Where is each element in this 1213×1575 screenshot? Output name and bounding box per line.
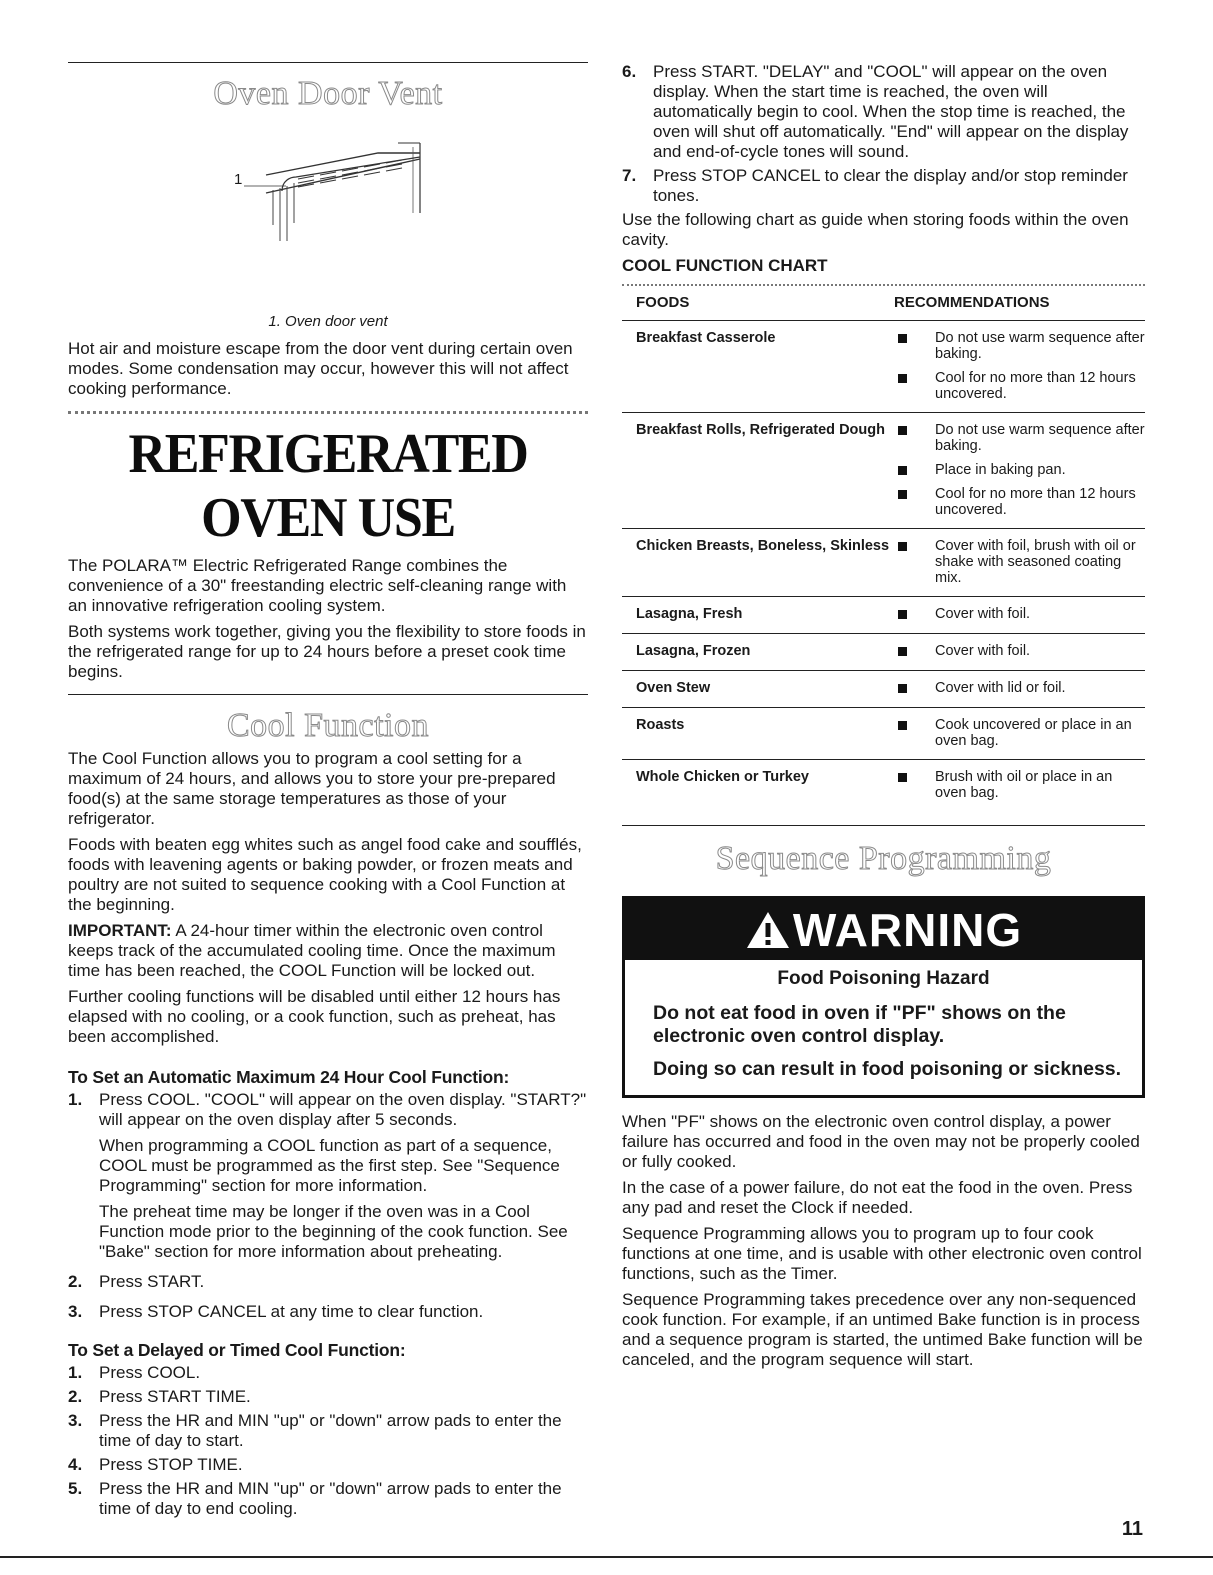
- delayed-cool-steps: [68, 1363, 588, 1519]
- cool-function-heading: Cool Function: [226, 707, 430, 744]
- step-number: 1.: [68, 1090, 83, 1109]
- bullet-icon: [898, 374, 907, 383]
- oven-door-vent-text: Hot air and moisture escape from the door vent during certain oven modes. Some condensation may occur, however this will not affect cooking performance.: [68, 339, 573, 398]
- warning-line: Doing so can result in food poisoning or sickness.: [653, 1058, 1122, 1080]
- figure-callout: 1: [234, 171, 243, 188]
- warning-banner: [625, 899, 1142, 960]
- food-name: Breakfast Rolls, Refrigerated Dough: [636, 422, 885, 438]
- list-item: [68, 1411, 588, 1451]
- important-label: IMPORTANT:: [68, 921, 172, 940]
- bullet-icon: [898, 684, 907, 693]
- warning-hazard: Food Poisoning Hazard: [777, 968, 990, 989]
- left-column: [68, 62, 588, 1523]
- list-item: [68, 1455, 588, 1475]
- list-item: [68, 1363, 588, 1383]
- step-number: 3.: [68, 1302, 83, 1321]
- recommendation: Cover with foil.: [935, 606, 1031, 622]
- table-row: [622, 671, 1145, 708]
- bullet-icon: [898, 773, 907, 782]
- column-header-recommendations: RECOMMENDATIONS: [894, 294, 1050, 311]
- step-number: 2.: [68, 1272, 83, 1291]
- auto-cool-heading: To Set an Automatic Maximum 24 Hour Cool Function:: [68, 1067, 510, 1087]
- step-text: Press COOL. "COOL" will appear on the oven display. "START?" will appear on the oven display after 5 seconds.: [99, 1090, 587, 1129]
- chart-title: COOL FUNCTION CHART: [622, 256, 828, 275]
- table-row: [622, 708, 1145, 760]
- section-divider: [68, 411, 588, 414]
- bullet-icon: [898, 334, 907, 343]
- food-name: Lasagna, Fresh: [636, 606, 743, 622]
- bullet-icon: [898, 466, 907, 475]
- table-row: [622, 760, 1145, 826]
- food-name: Roasts: [636, 717, 685, 733]
- section-rule: [68, 62, 588, 63]
- column-header-foods: FOODS: [636, 294, 690, 311]
- intro-paragraph: The POLARA™ Electric Refrigerated Range combines the convenience of a 30" freestanding electric self-cleaning range with an innovative refrigeration cooling system.: [68, 556, 567, 615]
- sequence-programming-heading: Sequence Programming: [715, 840, 1052, 877]
- page-number: 11: [1121, 1518, 1143, 1540]
- bullet-icon: [898, 426, 907, 435]
- recommendation: Cover with lid or foil.: [935, 680, 1066, 696]
- recommendation: Cover with foil, brush with oil or shake with seasoned coating mix.: [935, 538, 1136, 586]
- step-number: 2.: [68, 1387, 83, 1406]
- cool-function-chart: [622, 286, 1145, 826]
- food-name: Whole Chicken or Turkey: [636, 769, 809, 785]
- cool-function-paragraph: Further cooling functions will be disabled until either 12 hours has elapsed with no cooling, or a cook function, such as preheat, has been accomplished.: [68, 987, 561, 1046]
- step-text: Press the HR and MIN "up" or "down" arrow pads to enter the time of day to start.: [99, 1411, 562, 1450]
- delayed-cool-steps-continued: [622, 62, 1145, 206]
- list-item: [68, 1090, 588, 1268]
- chart-intro: Use the following chart as guide when storing foods within the oven cavity.: [622, 210, 1129, 249]
- bullet-icon: [898, 542, 907, 551]
- cool-function-paragraph: The Cool Function allows you to program a cool setting for a maximum of 24 hours, and allows you to store your pre-prepared food(s) at the same storage temperatures as those of your refrigerator.: [68, 749, 556, 828]
- bullet-icon: [898, 610, 907, 619]
- warning-body: [625, 960, 1142, 1095]
- food-name: Breakfast Casserole: [636, 330, 776, 346]
- recommendation: Place in baking pan.: [935, 462, 1066, 478]
- auto-cool-steps: [68, 1090, 588, 1328]
- recommendation: Cover with foil.: [935, 643, 1031, 659]
- oven-door-vent-heading: Oven Door Vent: [213, 75, 443, 112]
- list-item: [622, 166, 1145, 206]
- right-column: [622, 62, 1145, 1376]
- oven-door-vent-figure: [68, 113, 588, 330]
- bullet-icon: [898, 647, 907, 656]
- list-item: [68, 1387, 588, 1407]
- step-text: Press STOP CANCEL at any time to clear function.: [99, 1302, 484, 1321]
- warning-box: [622, 896, 1145, 1098]
- sequence-paragraph: When "PF" shows on the electronic oven control display, a power failure has occurred and food in the oven may not be properly cooled or fully cooked.: [622, 1112, 1140, 1171]
- food-name: Chicken Breasts, Boneless, Skinless: [636, 538, 890, 554]
- sequence-paragraph: Sequence Programming allows you to program up to four cook functions at one time, and is usable with other electronic oven control functions, such as the Timer.: [622, 1224, 1142, 1283]
- step-text: Press the HR and MIN "up" or "down" arrow pads to enter the time of day to end cooling.: [99, 1479, 562, 1518]
- figure-caption: 1. Oven door vent: [268, 313, 388, 330]
- step-text: Press STOP TIME.: [99, 1455, 243, 1474]
- sequence-paragraph: Sequence Programming takes precedence over any non-sequenced cook function. For example, if an untimed Bake function is in process and a sequence program is started, the untimed Bake function will be canceled, and the program sequence will start.: [622, 1290, 1143, 1369]
- recommendation: Do not use warm sequence after baking.: [935, 330, 1145, 362]
- cool-function-paragraph: Foods with beaten egg whites such as angel food cake and soufflés, foods with leavening agents or baking powder, or frozen meats and poultry are not suited to sequence cooking with a Cool Function at the beginning.: [68, 835, 582, 914]
- step-text: The preheat time may be longer if the oven was in a Cool Function mode prior to the beginning of the cook function. See "Bake" section for more information about preheating.: [99, 1202, 568, 1261]
- chart-header-row: [622, 286, 1145, 321]
- food-name: Oven Stew: [636, 680, 711, 696]
- warning-line: Do not eat food in oven if "PF" shows on the electronic oven control display.: [653, 1002, 1066, 1047]
- step-number: 5.: [68, 1479, 83, 1498]
- delayed-cool-heading: To Set a Delayed or Timed Cool Function:: [68, 1340, 406, 1360]
- step-text: When programming a COOL function as part of a sequence, COOL must be programmed as the first step. See "Sequence Programming" section for more information.: [99, 1136, 560, 1195]
- table-row: [622, 634, 1145, 671]
- step-number: 6.: [622, 62, 637, 81]
- table-row: [622, 597, 1145, 634]
- important-text: A 24-hour timer within the electronic oven control keeps track of the accumulated cooling time. Once the maximum time has been reached, the COOL Function will be locked out.: [68, 921, 556, 980]
- page-title: REFRIGERATED OVEN USE: [128, 423, 528, 549]
- step-text: Press START. "DELAY" and "COOL" will appear on the oven display. When the start time is reached, the oven will automatically begin to cool. When the stop time is reached, the oven will shut off automatically. "End" will appear on the display and end-of-cycle tones will sound.: [653, 62, 1129, 161]
- sequence-paragraph: In the case of a power failure, do not eat the food in the oven. Press any pad and reset the Clock if needed.: [622, 1178, 1133, 1217]
- list-item: [68, 1272, 588, 1298]
- list-item: [622, 62, 1145, 162]
- food-name: Lasagna, Frozen: [636, 643, 751, 659]
- table-row: [622, 413, 1145, 529]
- oven-door-vent-illustration: [68, 133, 588, 283]
- important-note: [68, 921, 588, 981]
- step-number: 3.: [68, 1411, 83, 1430]
- step-text: Press START TIME.: [99, 1387, 251, 1406]
- step-number: 7.: [622, 166, 637, 185]
- bullet-icon: [898, 490, 907, 499]
- recommendation: Brush with oil or place in an oven bag.: [935, 769, 1113, 801]
- table-row: [622, 321, 1145, 413]
- list-item: [68, 1302, 588, 1328]
- recommendation: Cook uncovered or place in an oven bag.: [935, 717, 1132, 749]
- recommendation: Cool for no more than 12 hours uncovered.: [935, 370, 1136, 402]
- table-row: [622, 529, 1145, 597]
- bullet-icon: [898, 721, 907, 730]
- step-number: 4.: [68, 1455, 83, 1474]
- step-number: 1.: [68, 1363, 83, 1382]
- step-text: Press STOP CANCEL to clear the display and/or stop reminder tones.: [653, 166, 1128, 205]
- warning-title: WARNING: [792, 903, 1023, 956]
- bottom-rule: [0, 1556, 1213, 1558]
- step-text: Press START.: [99, 1272, 205, 1291]
- intro-paragraph: Both systems work together, giving you the flexibility to store foods in the refrigerated range for up to 24 hours before a preset cook time begins.: [68, 622, 586, 681]
- list-item: [68, 1479, 588, 1519]
- step-text: Press COOL.: [99, 1363, 201, 1382]
- warning-triangle-icon: [745, 910, 791, 950]
- section-rule: [68, 694, 588, 695]
- recommendation: Do not use warm sequence after baking.: [935, 422, 1145, 454]
- recommendation: Cool for no more than 12 hours uncovered.: [935, 486, 1136, 518]
